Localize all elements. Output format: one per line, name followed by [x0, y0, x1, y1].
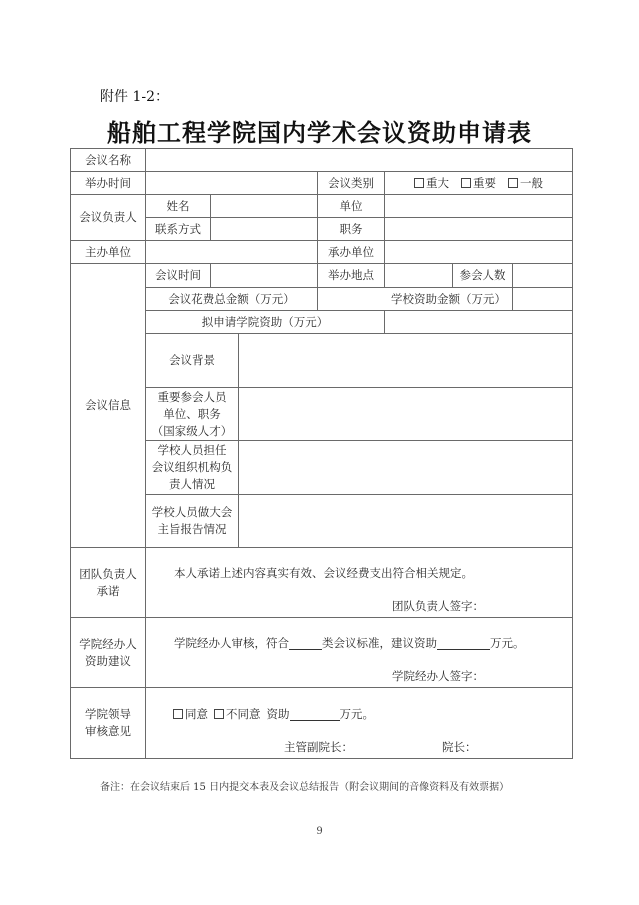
category-general-checkbox[interactable]: [508, 175, 543, 192]
label-line: 责人情况: [169, 477, 215, 491]
divider: [70, 617, 573, 618]
label-line: 重要参会人员: [157, 389, 227, 404]
category-blank[interactable]: [289, 637, 322, 650]
venue-label: 举办地点: [328, 268, 374, 282]
co-organizer-field[interactable]: [385, 241, 572, 263]
handler-signature-label: 学院经办人签字：: [392, 668, 484, 683]
host-time-label: 举办时间: [85, 175, 131, 190]
handler-text-part: 万元。: [490, 635, 525, 650]
label-line: 学院领导: [85, 707, 131, 721]
contact-field[interactable]: [211, 218, 317, 240]
agree-checkbox[interactable]: [173, 706, 208, 723]
label-line: 学校人员担任: [157, 443, 227, 457]
footnote: 备注：在会议结束后 15 日内提交本表及会议总结报告（附会议期间的音像资料及有效票据）: [100, 782, 510, 793]
label-line: 主旨报告情况: [157, 522, 227, 536]
unit-label: 单位: [339, 198, 363, 213]
venue-field[interactable]: [385, 264, 452, 287]
background-label: 会议背景: [169, 353, 215, 367]
leader-amount-blank[interactable]: [290, 708, 340, 721]
label-line: 团队负责人: [79, 566, 137, 581]
total-cost-field[interactable]: [318, 288, 384, 310]
unit-field[interactable]: [385, 195, 572, 217]
college-funding-request-label: 拟申请学院资助（万元）: [201, 314, 329, 329]
fund-label: 资助: [266, 706, 290, 721]
checkbox-icon: [214, 709, 224, 719]
keynote-field[interactable]: [239, 495, 572, 547]
meeting-time-label: 会议时间: [155, 268, 201, 282]
dean-label: 院长：: [442, 739, 477, 754]
position-field[interactable]: [385, 218, 572, 240]
team-commitment-label: [71, 548, 145, 617]
attachment-label: 附件 1-2：: [100, 89, 169, 105]
checkbox-icon: [414, 178, 424, 188]
keynote-label: [146, 495, 238, 547]
key-attendees-field[interactable]: [239, 388, 572, 440]
checkbox-icon: [508, 178, 518, 188]
attendees-label: 参会人数: [459, 268, 506, 282]
meeting-info-label: 会议信息: [85, 398, 131, 412]
handler-text-part: 学院经办人审核，符合: [174, 635, 289, 650]
handler-amount-blank[interactable]: [437, 637, 490, 650]
category-important-checkbox[interactable]: [461, 175, 496, 192]
name-field[interactable]: [211, 195, 317, 217]
label-line: 资助建议: [85, 653, 131, 668]
school-org-roles-label: [146, 441, 238, 494]
category-major-checkbox[interactable]: [414, 175, 449, 192]
category-option-label: 重要: [473, 175, 496, 190]
organizer-field[interactable]: [146, 241, 317, 263]
background-field[interactable]: [239, 334, 572, 387]
vice-dean-label: 主管副院长：: [284, 739, 353, 754]
position-label: 职务: [339, 221, 363, 236]
organizer-label: 主办单位: [85, 244, 131, 259]
contact-label: 联系方式: [155, 221, 201, 236]
agree-label: 同意: [185, 706, 208, 721]
disagree-checkbox[interactable]: [214, 706, 261, 723]
key-attendees-label: [146, 388, 238, 440]
school-funding-label: 学校资助金额（万元）: [391, 291, 506, 306]
meeting-time-field[interactable]: [211, 264, 317, 287]
meeting-category-label: 会议类别: [328, 175, 374, 190]
label-line: 承诺: [96, 583, 120, 598]
total-cost-label: 会议花费总金额（万元）: [168, 291, 295, 306]
label-line: 审核意见: [85, 724, 131, 738]
disagree-label: 不同意: [226, 706, 261, 721]
category-option-label: 一般: [520, 175, 543, 190]
leader-review-options: [173, 705, 374, 723]
fund-unit: 万元。: [339, 706, 374, 721]
page-title: 船舶工程学院国内学术会议资助申请表: [107, 118, 532, 147]
label-line: 单位、职务: [163, 406, 221, 421]
label-line: 会议组织机构负: [151, 460, 233, 474]
handler-text-part: 类会议标准，建议资助: [322, 635, 437, 650]
college-handler-label: [71, 618, 145, 687]
meeting-name-field[interactable]: [146, 149, 572, 171]
meeting-name-label: 会议名称: [85, 152, 131, 167]
divider: [70, 547, 573, 548]
label-line: 学院经办人: [79, 636, 137, 651]
label-line: （国家级人才）: [151, 423, 233, 438]
category-options: [385, 172, 572, 194]
person-in-charge-label: 会议负责人: [79, 210, 137, 224]
checkbox-icon: [461, 178, 471, 188]
divider: [70, 687, 573, 688]
handler-text: [174, 634, 525, 652]
team-signature-label: 团队负责人签字：: [392, 598, 484, 613]
host-time-field[interactable]: [146, 172, 317, 194]
commitment-text: 本人承诺上述内容真实有效、会议经费支出符合相关规定。: [174, 565, 473, 580]
college-funding-request-field[interactable]: [385, 311, 572, 333]
attendees-field[interactable]: [513, 264, 572, 287]
school-org-roles-field[interactable]: [239, 441, 572, 494]
leader-review-label: [71, 688, 145, 758]
label-line: 学校人员做大会: [151, 505, 233, 519]
page-number: 9: [316, 826, 323, 837]
name-label: 姓名: [166, 198, 190, 213]
category-option-label: 重大: [426, 175, 449, 190]
co-organizer-label: 承办单位: [328, 244, 374, 259]
school-funding-field[interactable]: [513, 288, 572, 310]
checkbox-icon: [173, 709, 183, 719]
